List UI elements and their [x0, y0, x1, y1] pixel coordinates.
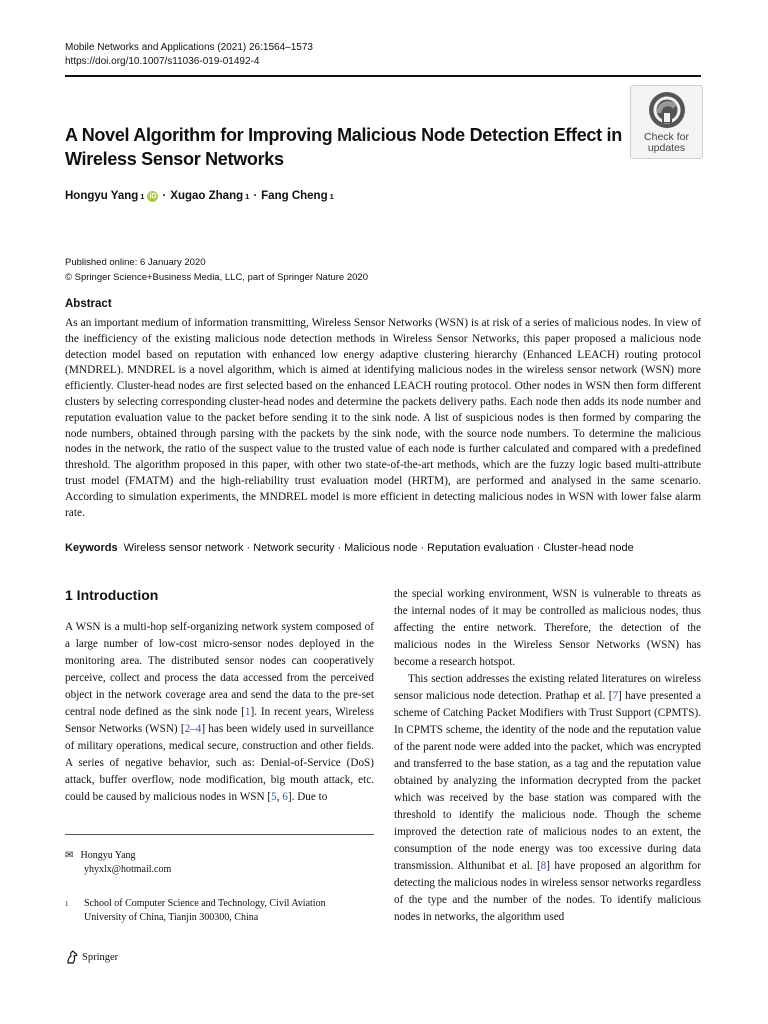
keywords-line — [65, 542, 634, 554]
citation-link[interactable]: 5 — [271, 791, 277, 803]
check-for-updates-badge[interactable] — [630, 85, 703, 159]
author-separator: · — [162, 190, 167, 202]
envelope-icon: ✉ — [65, 850, 74, 861]
section-heading-introduction: 1 Introduction — [65, 587, 159, 603]
affiliation-line: University of China, Tianjin 300300, China — [84, 912, 259, 923]
keywords-label: Keywords — [65, 542, 118, 554]
keyword: Malicious node — [344, 542, 418, 554]
keyword: Wireless sensor network — [123, 542, 244, 554]
affiliation-sup: 1 — [65, 900, 69, 908]
header-rule — [65, 75, 701, 77]
author-name[interactable]: Fang Cheng — [261, 190, 328, 202]
paper-title: A Novel Algorithm for Improving Malicious Node Detection Effect in Wireless Sensor Networks — [65, 125, 622, 169]
keyword: Cluster-head node — [543, 542, 634, 554]
publisher-name: Springer — [82, 951, 119, 963]
publisher-logo — [65, 950, 118, 964]
intro-paragraph: This section addresses the existing related literatures on wireless sensor malicious node detection. Prathap et al. [7] have presented a scheme of Catching Packet Modifiers with Trust Support (CPMTS). In CPMTS scheme, the identity of the node and the reputation value of the parent node were added into the packet, which was encrypted and transferred to the base station, as a tag and the reputation value obtained by analyzing the information decrypted from the packet which was received by the base station was compared with the threshold to identify the malicious node. Though the scheme improved the detection rate of malicious nodes to an extent, the consumption of the node energy was too excessive during data transmission. Althunibat et al. [8] have proposed an algorithm for detecting the malicious nodes in wireless sensor networks regardless of the type and the number of the nodes. To identify malicious nodes in networks, the algorithm used — [394, 673, 701, 923]
publication-info — [65, 255, 368, 285]
keyword-separator: · — [536, 542, 541, 554]
intro-left-column: A WSN is a multi-hop self-organizing network system composed of a large number of low-cost micro-sensor nodes deployed in the monitoring area. The distributed sensor nodes can cooperatively perceive, collect and process the data accessed from the perceived object in the network coverage area and send the data to the pre-set central node defined as the sink node [1]. In recent years, Wireless Sensor Networks (WSN) [2–4] has been widely used in surveillance of military operations, medical secure, construction and other fields. A series of negative behavior, such as: Denial-of-Service (DoS) attack, buffer overflow, node modification, big mouth attack, etc. could be caused by malicious nodes in WSN [5, 6]. Due to — [65, 621, 374, 803]
copyright-notice: © Springer Science+Business Media, LLC, part of Springer Nature 2020 — [65, 272, 368, 283]
abstract-body: As an important medium of information transmitting, Wireless Sensor Networks (WSN) is at risk of a series of malicious nodes. In view of the inefficiency of the existing malicious node detection methods in Wireless Sensor Networks, this paper proposed a malicious node detection model based on reputation with enhanced low energy adaptive clustering hierarchy (Enhanced LEACH) routing protocol (MNDREL). MNDREL is a novel algorithm, which is aimed at identifying malicious nodes in the wireless sensor network (WSN) more efficiently. Cluster-head nodes are first selected based on the enhanced LEACH routing protocol. Other nodes in WSN then form different clusters by selecting corresponding cluster-head nodes and determine the packets delivery paths. Each node then adds its node number and reputation evaluation value to the packet before sending it to the sink node. A list of suspicious nodes is then formed by comparing the node numbers, obtained through parsing with the packets by the sink node, with the source node numbers. To determine the malicious nodes in the network, the ratio of the suspect value to the trusted value of each node is further calculated and compared with a predefined threshold. The algorithm proposed in this paper, with other two state-of-the-art methods, which are the fuzzy logic based multi-attribute trust model (FMATM) and the high-reliability trust evaluation model (HRTM), are performed and analysed in the same scenario. According to simulation experiments, the MNDREL model is more efficient in detecting malicious nodes in WSN with lower false alarm rate. — [65, 317, 701, 519]
author-separator: · — [253, 190, 258, 202]
abstract-heading: Abstract — [65, 298, 112, 310]
author-name[interactable]: Xugao Zhang — [170, 190, 244, 202]
citation-link[interactable]: 7 — [612, 690, 619, 702]
author-affil-sup: 1 — [140, 191, 145, 201]
affiliation-footnote — [65, 897, 326, 925]
journal-header — [65, 41, 313, 69]
corresponding-author — [65, 849, 171, 877]
published-date: Published online: 6 January 2020 — [65, 257, 206, 268]
keyword: Network security — [253, 542, 335, 554]
citation-link[interactable]: 2–4 — [184, 723, 202, 735]
citation-link[interactable]: 8 — [540, 860, 547, 872]
corresponding-email[interactable]: yhyxlx@hotmail.com — [84, 864, 172, 875]
footnote-rule — [65, 834, 374, 835]
author-list — [65, 190, 334, 202]
check-for-updates-icon — [648, 91, 686, 129]
intro-paragraph: the special working environment, WSN is vulnerable to threats as the internal nodes of it may be controlled as malicious nodes, thus affecting the entire network. Therefore, the detection of the malicious nodes in the Wireless Sensor Networks (WSN) has become a research hotspot. — [394, 588, 701, 668]
keyword-separator: · — [246, 542, 251, 554]
author-affil-sup: 1 — [245, 191, 250, 201]
springer-horse-icon — [65, 950, 79, 964]
corresponding-name: Hongyu Yang — [80, 850, 136, 861]
citation-link[interactable]: 1 — [244, 706, 251, 718]
affiliation-line: School of Computer Science and Technology, Civil Aviation — [84, 898, 326, 909]
keyword: Reputation evaluation — [427, 542, 534, 554]
check-for-updates-label: Check for updates — [644, 131, 689, 154]
journal-citation: Mobile Networks and Applications (2021) 26:1564–1573 — [65, 42, 313, 53]
intro-right-column — [394, 586, 701, 926]
keyword-separator: · — [420, 542, 425, 554]
author-name[interactable]: Hongyu Yang — [65, 190, 139, 202]
keyword-separator: · — [337, 542, 342, 554]
doi-link[interactable]: https://doi.org/10.1007/s11036-019-01492-4 — [65, 56, 260, 67]
author-affil-sup: 1 — [329, 191, 334, 201]
orcid-icon[interactable]: iD — [149, 192, 157, 200]
citation-link[interactable]: 6 — [282, 791, 288, 803]
